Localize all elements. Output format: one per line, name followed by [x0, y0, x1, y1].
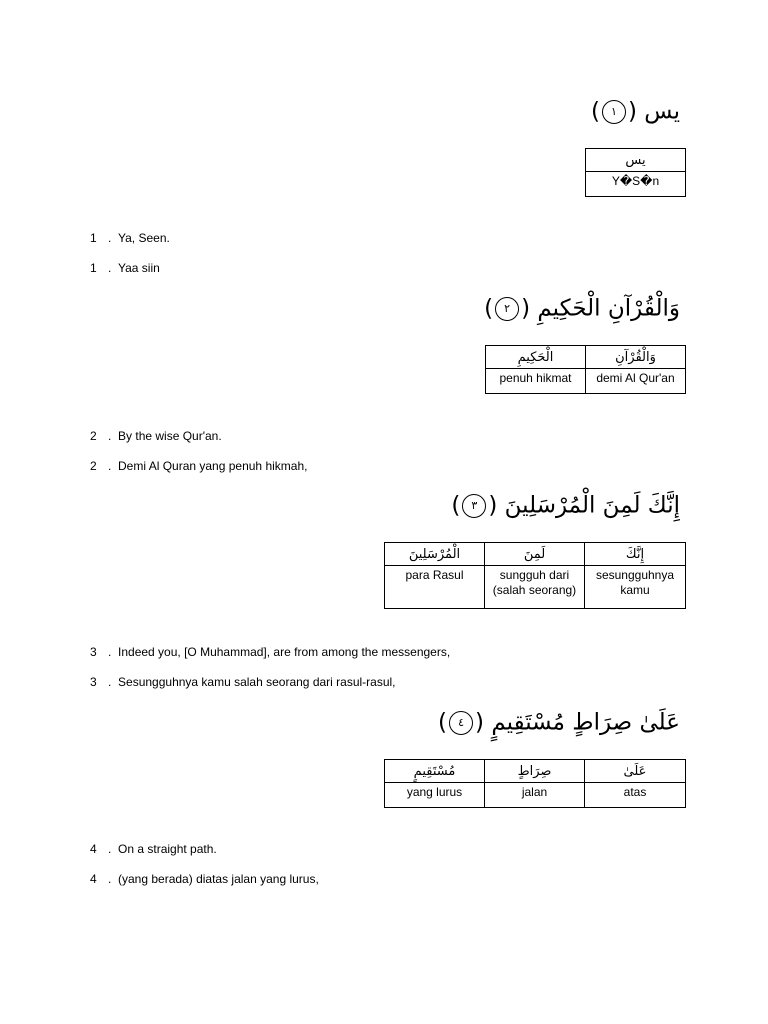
indonesian-translation: (yang berada) diatas jalan yang lurus, [118, 872, 319, 886]
verse-1-arabic: يس (١) [590, 98, 680, 125]
word-arabic: الْمُرْسَلِينَ [385, 543, 485, 566]
word-meaning: sungguh dari (salah seorang) [485, 566, 585, 609]
verse-3-arabic-text: إِنَّكَ لَمِنَ الْمُرْسَلِينَ [504, 492, 680, 519]
verse-number-marker: ٤ [449, 711, 473, 735]
word-arabic: الْحَكِيمِ [486, 346, 586, 369]
verse-4-arabic-text: عَلَىٰ صِرَاطٍ مُسْتَقِيمٍ [491, 709, 680, 736]
verse-4-indonesian: 4 . (yang berada) diatas jalan yang lurus, [90, 872, 319, 886]
verse-2-english: 2 . By the wise Qur'an. [90, 429, 222, 443]
verse-4-word-table [384, 759, 686, 808]
word-arabic: صِرَاطٍ [485, 760, 585, 783]
verse-number: 2 [90, 459, 97, 473]
verse-number: 2 [90, 429, 97, 443]
verse-2-arabic: وَالْقُرْآنِ الْحَكِيمِ (٢) [484, 295, 680, 322]
verse-number-marker: ١ [602, 100, 626, 124]
indonesian-translation: Demi Al Quran yang penuh hikmah, [118, 459, 308, 473]
word-meaning: jalan [485, 783, 585, 808]
word-arabic: وَالْقُرْآنِ [586, 346, 686, 369]
english-translation: Indeed you, [O Muhammad], are from among the messengers, [118, 645, 451, 659]
word-meaning: sesungguhnya kamu [585, 566, 686, 609]
english-translation: On a straight path. [118, 842, 217, 856]
verse-number: 4 [90, 842, 97, 856]
word-meaning: penuh hikmat [486, 369, 586, 394]
english-translation: Ya, Seen. [118, 231, 170, 245]
verse-4-arabic: عَلَىٰ صِرَاطٍ مُسْتَقِيمٍ (٤) [438, 709, 680, 736]
word-meaning: demi Al Qur'an [586, 369, 686, 394]
verse-1-english: 1 . Ya, Seen. [90, 231, 170, 245]
verse-1-indonesian: 1 . Yaa siin [90, 261, 160, 275]
verse-4-english: 4 . On a straight path. [90, 842, 217, 856]
word-meaning: yang lurus [385, 783, 485, 808]
word-meaning: para Rasul [385, 566, 485, 609]
verse-1-arabic-text: يس [644, 98, 680, 125]
word-arabic: إِنَّكَ [585, 543, 686, 566]
verse-number-marker: ٢ [495, 297, 519, 321]
word-meaning: Y�S�n [586, 172, 686, 197]
verse-number-marker: ٣ [462, 494, 486, 518]
verse-2-word-table [485, 345, 686, 394]
word-arabic: مُسْتَقِيمٍ [385, 760, 485, 783]
verse-3-indonesian: 3 . Sesungguhnya kamu salah seorang dari rasul-rasul, [90, 675, 396, 689]
verse-number: 1 [90, 261, 97, 275]
verse-number: 3 [90, 645, 97, 659]
word-meaning: atas [585, 783, 686, 808]
verse-number: 3 [90, 675, 97, 689]
english-translation: By the wise Qur'an. [118, 429, 222, 443]
verse-3-english: 3 . Indeed you, [O Muhammad], are from among the messengers, [90, 645, 451, 659]
word-arabic: لَمِنَ [485, 543, 585, 566]
word-arabic: عَلَىٰ [585, 760, 686, 783]
verse-2-indonesian: 2 . Demi Al Quran yang penuh hikmah, [90, 459, 308, 473]
verse-number: 4 [90, 872, 97, 886]
verse-2-arabic-text: وَالْقُرْآنِ الْحَكِيمِ [537, 295, 680, 322]
verse-3-arabic: إِنَّكَ لَمِنَ الْمُرْسَلِينَ (٣) [451, 492, 680, 519]
verse-number: 1 [90, 231, 97, 245]
indonesian-translation: Sesungguhnya kamu salah seorang dari rasul-rasul, [118, 675, 396, 689]
verse-1-word-table [585, 148, 686, 197]
indonesian-translation: Yaa siin [118, 261, 160, 275]
verse-3-word-table [384, 542, 686, 609]
word-arabic: يس [586, 149, 686, 172]
